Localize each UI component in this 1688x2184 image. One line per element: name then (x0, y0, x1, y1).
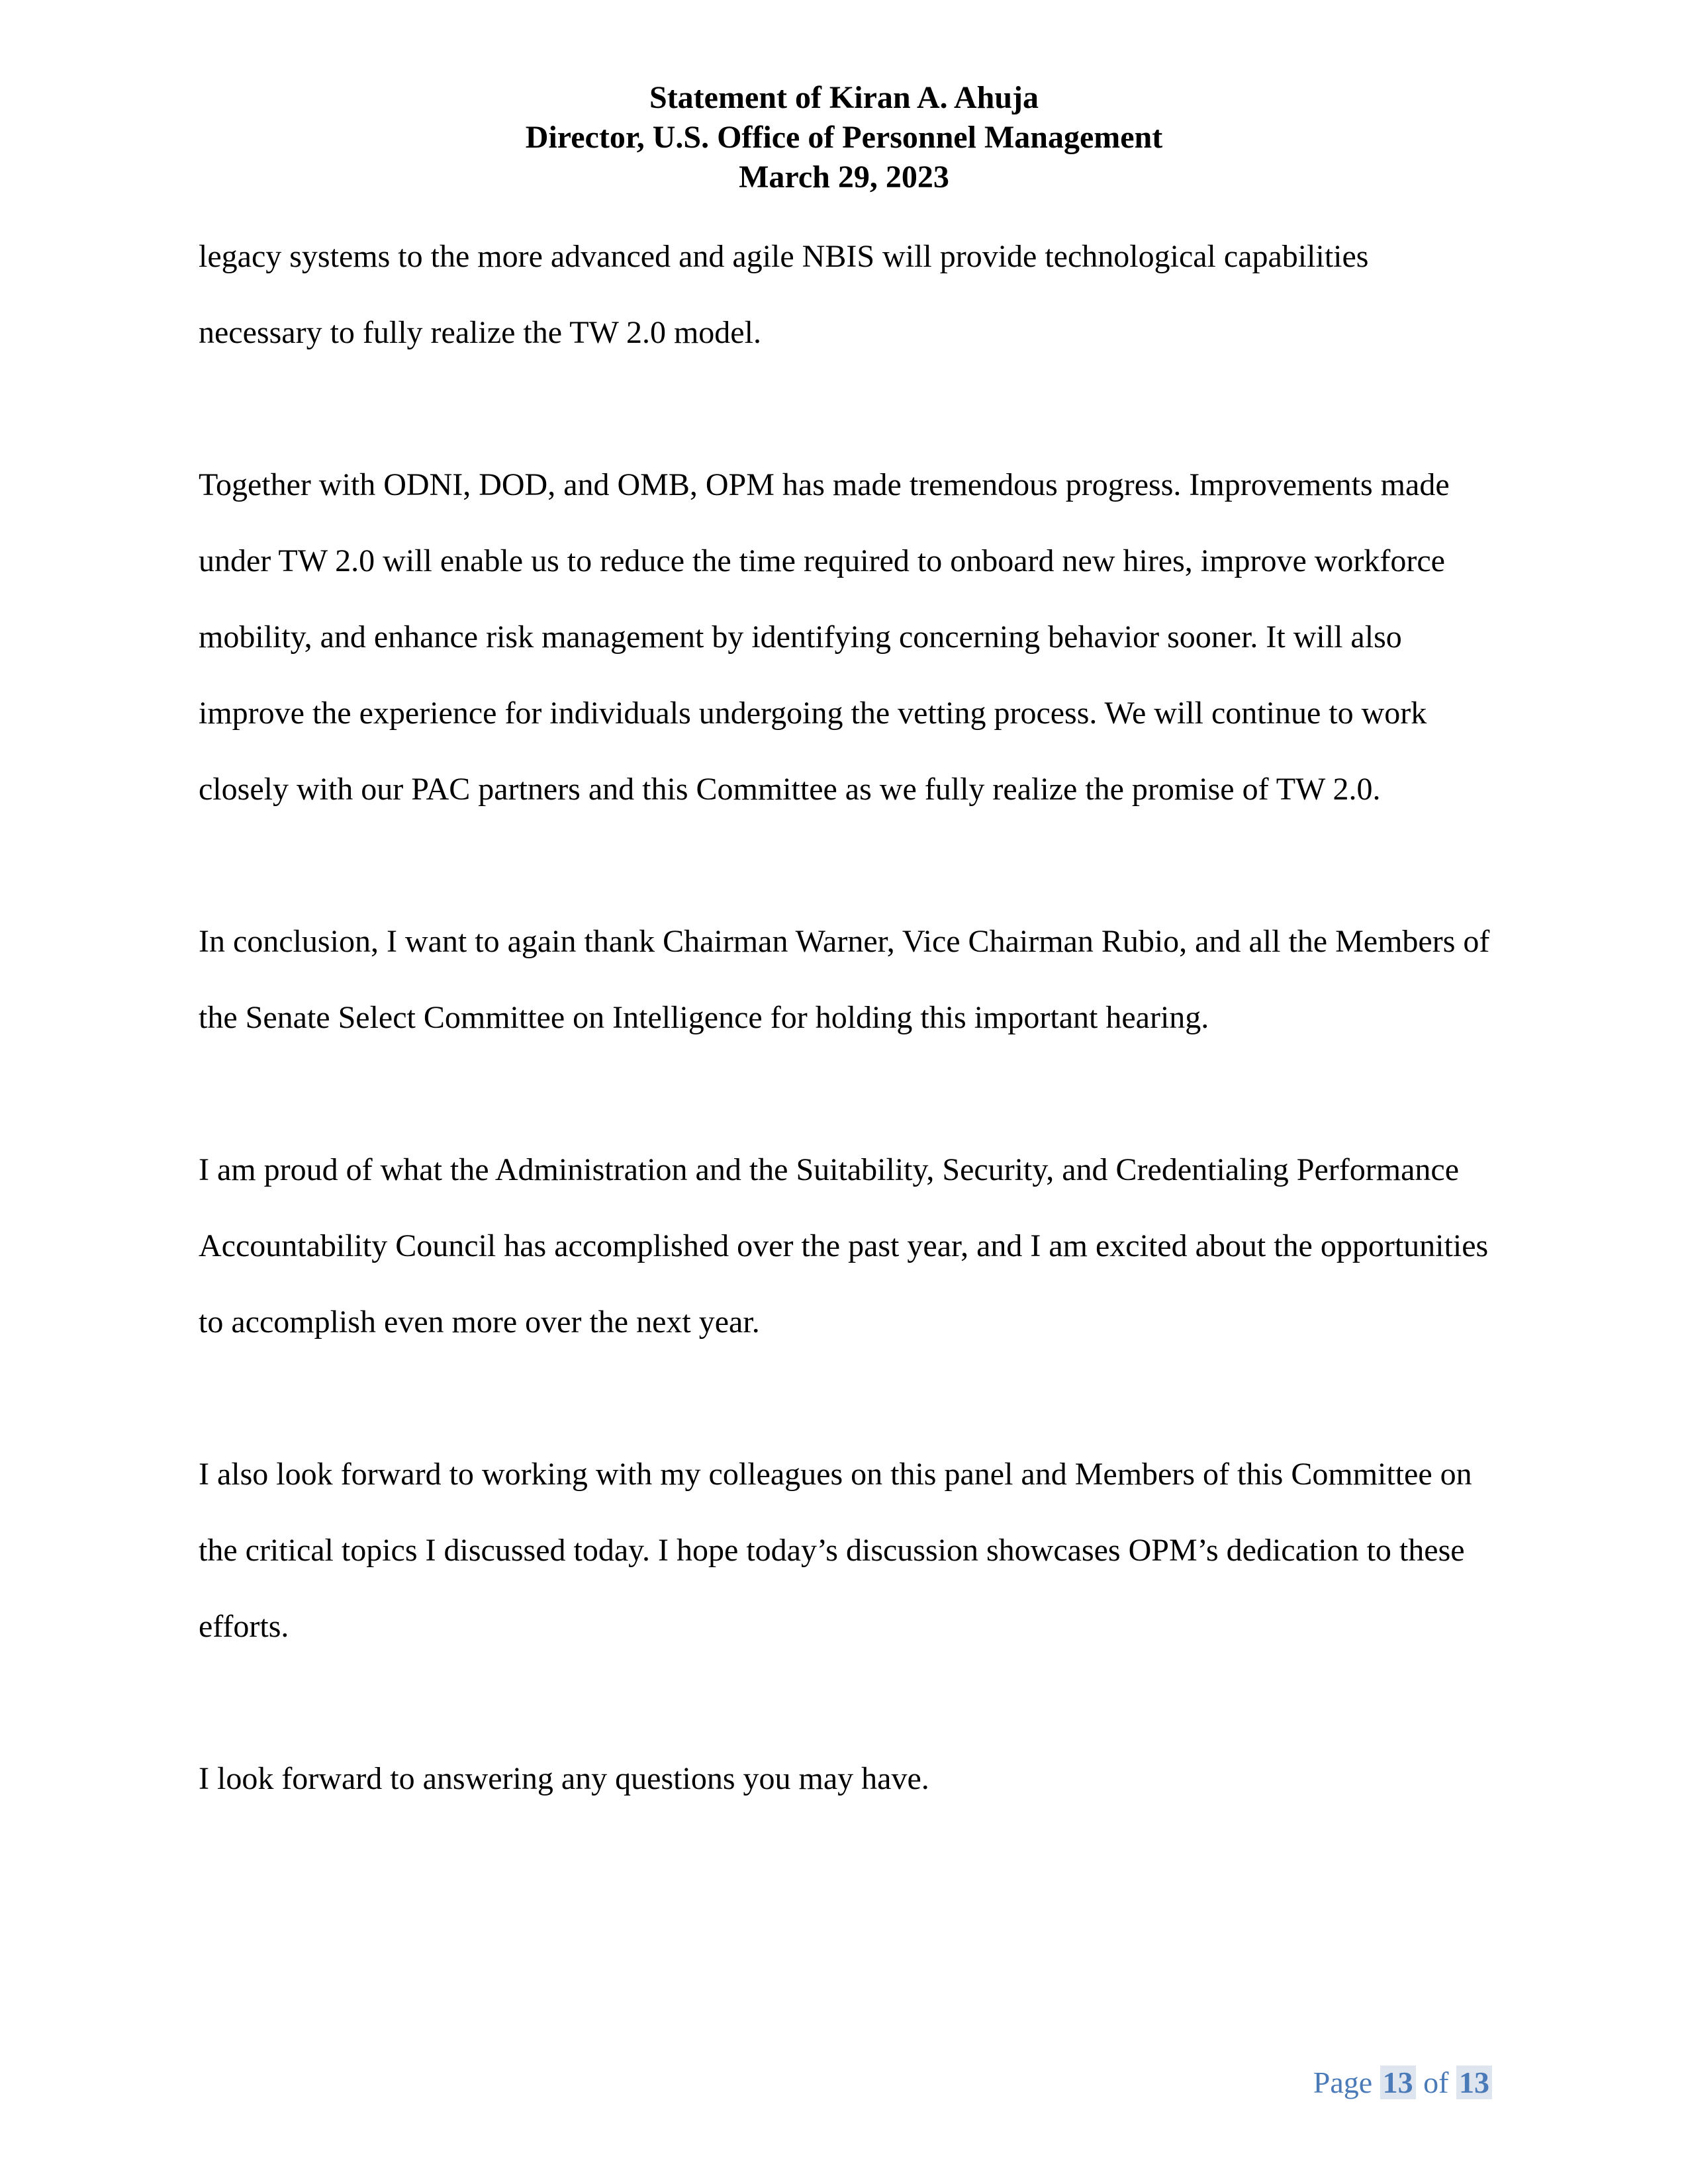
paragraph-conclusion: In conclusion, I want to again thank Chairman Warner, Vice Chairman Rubio, and all the Members of the Senate Select Committee on Intelligence for holding this important hearing. (199, 924, 1490, 1035)
paragraph-continuation: legacy systems to the more advanced and agile NBIS will provide technological capabilities necessary to fully realize the TW 2.0 model. (199, 239, 1369, 350)
statement-body (199, 218, 1496, 1817)
current-page-number: 13 (1380, 2066, 1416, 2099)
header-position: Director, U.S. Office of Personnel Management (525, 120, 1163, 155)
total-pages-number: 13 (1456, 2066, 1492, 2099)
header-title: Statement of Kiran A. Ahuja (649, 80, 1039, 115)
paragraph-forward: I also look forward to working with my colleagues on this panel and Members of this Committee on the critical topics I discussed today. I hope today’s discussion showcases OPM’s dedication to these efforts. (199, 1457, 1472, 1644)
page-number (1313, 2065, 1492, 2100)
header-date: March 29, 2023 (739, 159, 949, 195)
of-word: of (1423, 2066, 1449, 2099)
page-word: Page (1313, 2066, 1373, 2099)
statement-header (0, 78, 1688, 197)
paragraph-questions: I look forward to answering any questions you may have. (199, 1761, 929, 1796)
paragraph-progress: Together with ODNI, DOD, and OMB, OPM has made tremendous progress. Improvements made under TW 2.0 will enable us to reduce the time required to onboard new hires, improve workforce mobility, and enhance risk management by identifying concerning behavior sooner. It will also improve the experience for individuals undergoing the vetting process. We will continue to work closely with our PAC partners and this Committee as we fully realize the promise of TW 2.0. (199, 467, 1450, 807)
paragraph-proud: I am proud of what the Administration and the Suitability, Security, and Credentialing Performance Accountability Council has accomplished over the past year, and I am excited about the opportunities to accomplish even more over the next year. (199, 1152, 1489, 1340)
